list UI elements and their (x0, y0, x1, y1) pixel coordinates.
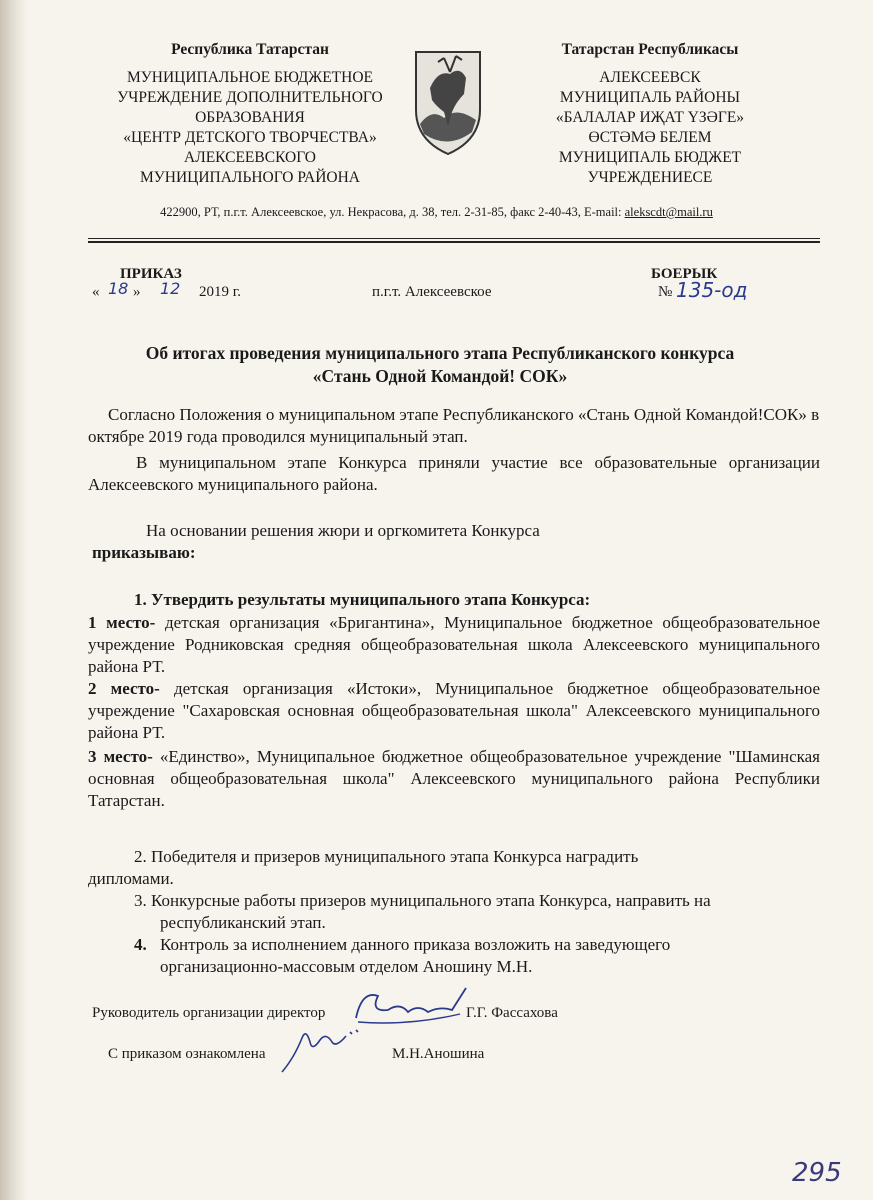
place-1-entry (88, 612, 820, 678)
header-right-title: Татарстан Республикасы (561, 41, 739, 58)
email-link[interactable]: alekscdt@mail.ru (624, 205, 713, 219)
header-left-block (90, 40, 410, 188)
header-right-line: МУНИЦИПАЛЬ РАЙОНЫ (559, 89, 741, 106)
order-label-tt: БОЕРЫК (651, 266, 718, 282)
date-quote-open: « (92, 284, 100, 300)
item-3-line1: 3. Конкурсные работы призеров муниципального этапа Конкурса, направить на (134, 891, 711, 910)
header-right-line: УЧРЕЖДЕНИЕСЕ (587, 169, 713, 186)
paragraph-basis: На основании решения жюри и оргкомитета Конкурса (146, 521, 540, 540)
order-label-ru: ПРИКАЗ (120, 266, 182, 282)
place-2-entry (88, 678, 820, 744)
date-day-handwritten: 18 (108, 279, 129, 298)
acknowledge-name: М.Н.Аношина (392, 1046, 485, 1062)
date-year: 2019 г. (199, 284, 241, 300)
header-divider (88, 238, 820, 239)
item-1-heading: 1. Утвердить результаты муниципального этапа Конкурса: (134, 590, 591, 609)
order-place: п.г.т. Алексеевское (372, 284, 492, 300)
order-number-sign: № (658, 284, 673, 300)
title-line: «Стань Одной Командой! СОК» (312, 366, 568, 386)
place-1-label: 1 место- (88, 613, 156, 632)
place-3-text: «Единство», Муниципальное бюджетное общеобразовательное учреждение "Шаминская основная общеобразовательная школа" Алексеевского муниципального района Республики Татарстан. (88, 747, 820, 810)
header-right-block (500, 40, 800, 188)
header-right-line: АЛЕКСЕЕВСК (599, 69, 701, 86)
date-quote-close: » (133, 284, 141, 300)
paragraph-order-word: приказываю: (92, 543, 196, 562)
header-left-line: «ЦЕНТР ДЕТСКОГО ТВОРЧЕСТВА» (123, 129, 377, 146)
title-line: Об итогах проведения муниципального этапа Республиканского конкурса (145, 343, 735, 363)
paragraph-participants: В муниципальном этапе Конкурса приняли участие все образовательные организации Алексеевского муниципального района. (88, 453, 820, 494)
date-month-handwritten: 12 (160, 279, 181, 298)
acknowledge-signature (276, 1018, 366, 1083)
header-left-title: Республика Татарстан (171, 41, 329, 58)
address-text: 422900, РТ, п.г.т. Алексеевское, ул. Некрасова, д. 38, тел. 2-31-85, факс 2-40-43, E-mail: (160, 205, 625, 219)
paragraph-intro: Согласно Положения о муниципальном этапе Республиканского «Стань Одной Командой!СОК» в октябре 2019 года проводился муниципальный этап. (88, 405, 820, 446)
address-line (0, 205, 873, 220)
header-left-line: УЧРЕЖДЕНИЕ ДОПОЛНИТЕЛЬНОГО (117, 89, 383, 106)
binding-shadow (0, 0, 28, 1200)
place-3-entry (88, 746, 820, 812)
header-left-line: МУНИЦИПАЛЬНОГО РАЙОНА (140, 169, 360, 186)
place-3-label: 3 место- (88, 747, 153, 766)
item-2-line2: дипломами. (88, 869, 174, 888)
acknowledge-label: С приказом ознакомлена (108, 1046, 266, 1062)
page-number-handwritten: 295 (792, 1158, 842, 1188)
item-4-line1: Контроль за исполнением данного приказа возложить на заведующего (160, 935, 671, 954)
order-number-handwritten: 135-од (676, 278, 748, 302)
coat-of-arms-emblem (410, 48, 486, 158)
header-left-line: МУНИЦИПАЛЬНОЕ БЮДЖЕТНОЕ (127, 69, 373, 86)
place-2-label: 2 место- (88, 679, 160, 698)
place-1-text: детская организация «Бригантина», Муниципальное бюджетное общеобразовательное учреждение Родниковская средняя общеобразовательная школа Алексеевского муниципального района РТ. (88, 613, 820, 676)
header-left-line: АЛЕКСЕЕВСКОГО (184, 149, 316, 166)
header-divider-thick (88, 241, 820, 243)
header-right-line: МУНИЦИПАЛЬ БЮДЖЕТ (558, 149, 742, 166)
item-2-line1: 2. Победителя и призеров муниципального этапа Конкурса наградить (134, 847, 639, 866)
director-label: Руководитель организации директор (92, 1005, 326, 1021)
item-3-line2: республиканский этап. (160, 913, 326, 932)
item-4-number: 4. (134, 935, 147, 954)
item-4-line2: организационно-массовым отделом Аношину М.Н. (160, 957, 533, 976)
header-left-line: ОБРАЗОВАНИЯ (195, 109, 305, 126)
director-signature (348, 982, 478, 1037)
director-name: Г.Г. Фассахова (466, 1005, 558, 1021)
place-2-text: детская организация «Истоки», Муниципальное бюджетное общеобразовательное учреждение "Сахаровская основная общеобразовательная школа" Алексеевского муниципального района РТ. (88, 679, 820, 742)
header-right-line: «БАЛАЛАР ИҖАТ ҮЗӘГЕ» (555, 109, 745, 126)
document-title (60, 342, 820, 388)
header-right-line: ӨСТӘМӘ БЕЛЕМ (588, 129, 712, 146)
